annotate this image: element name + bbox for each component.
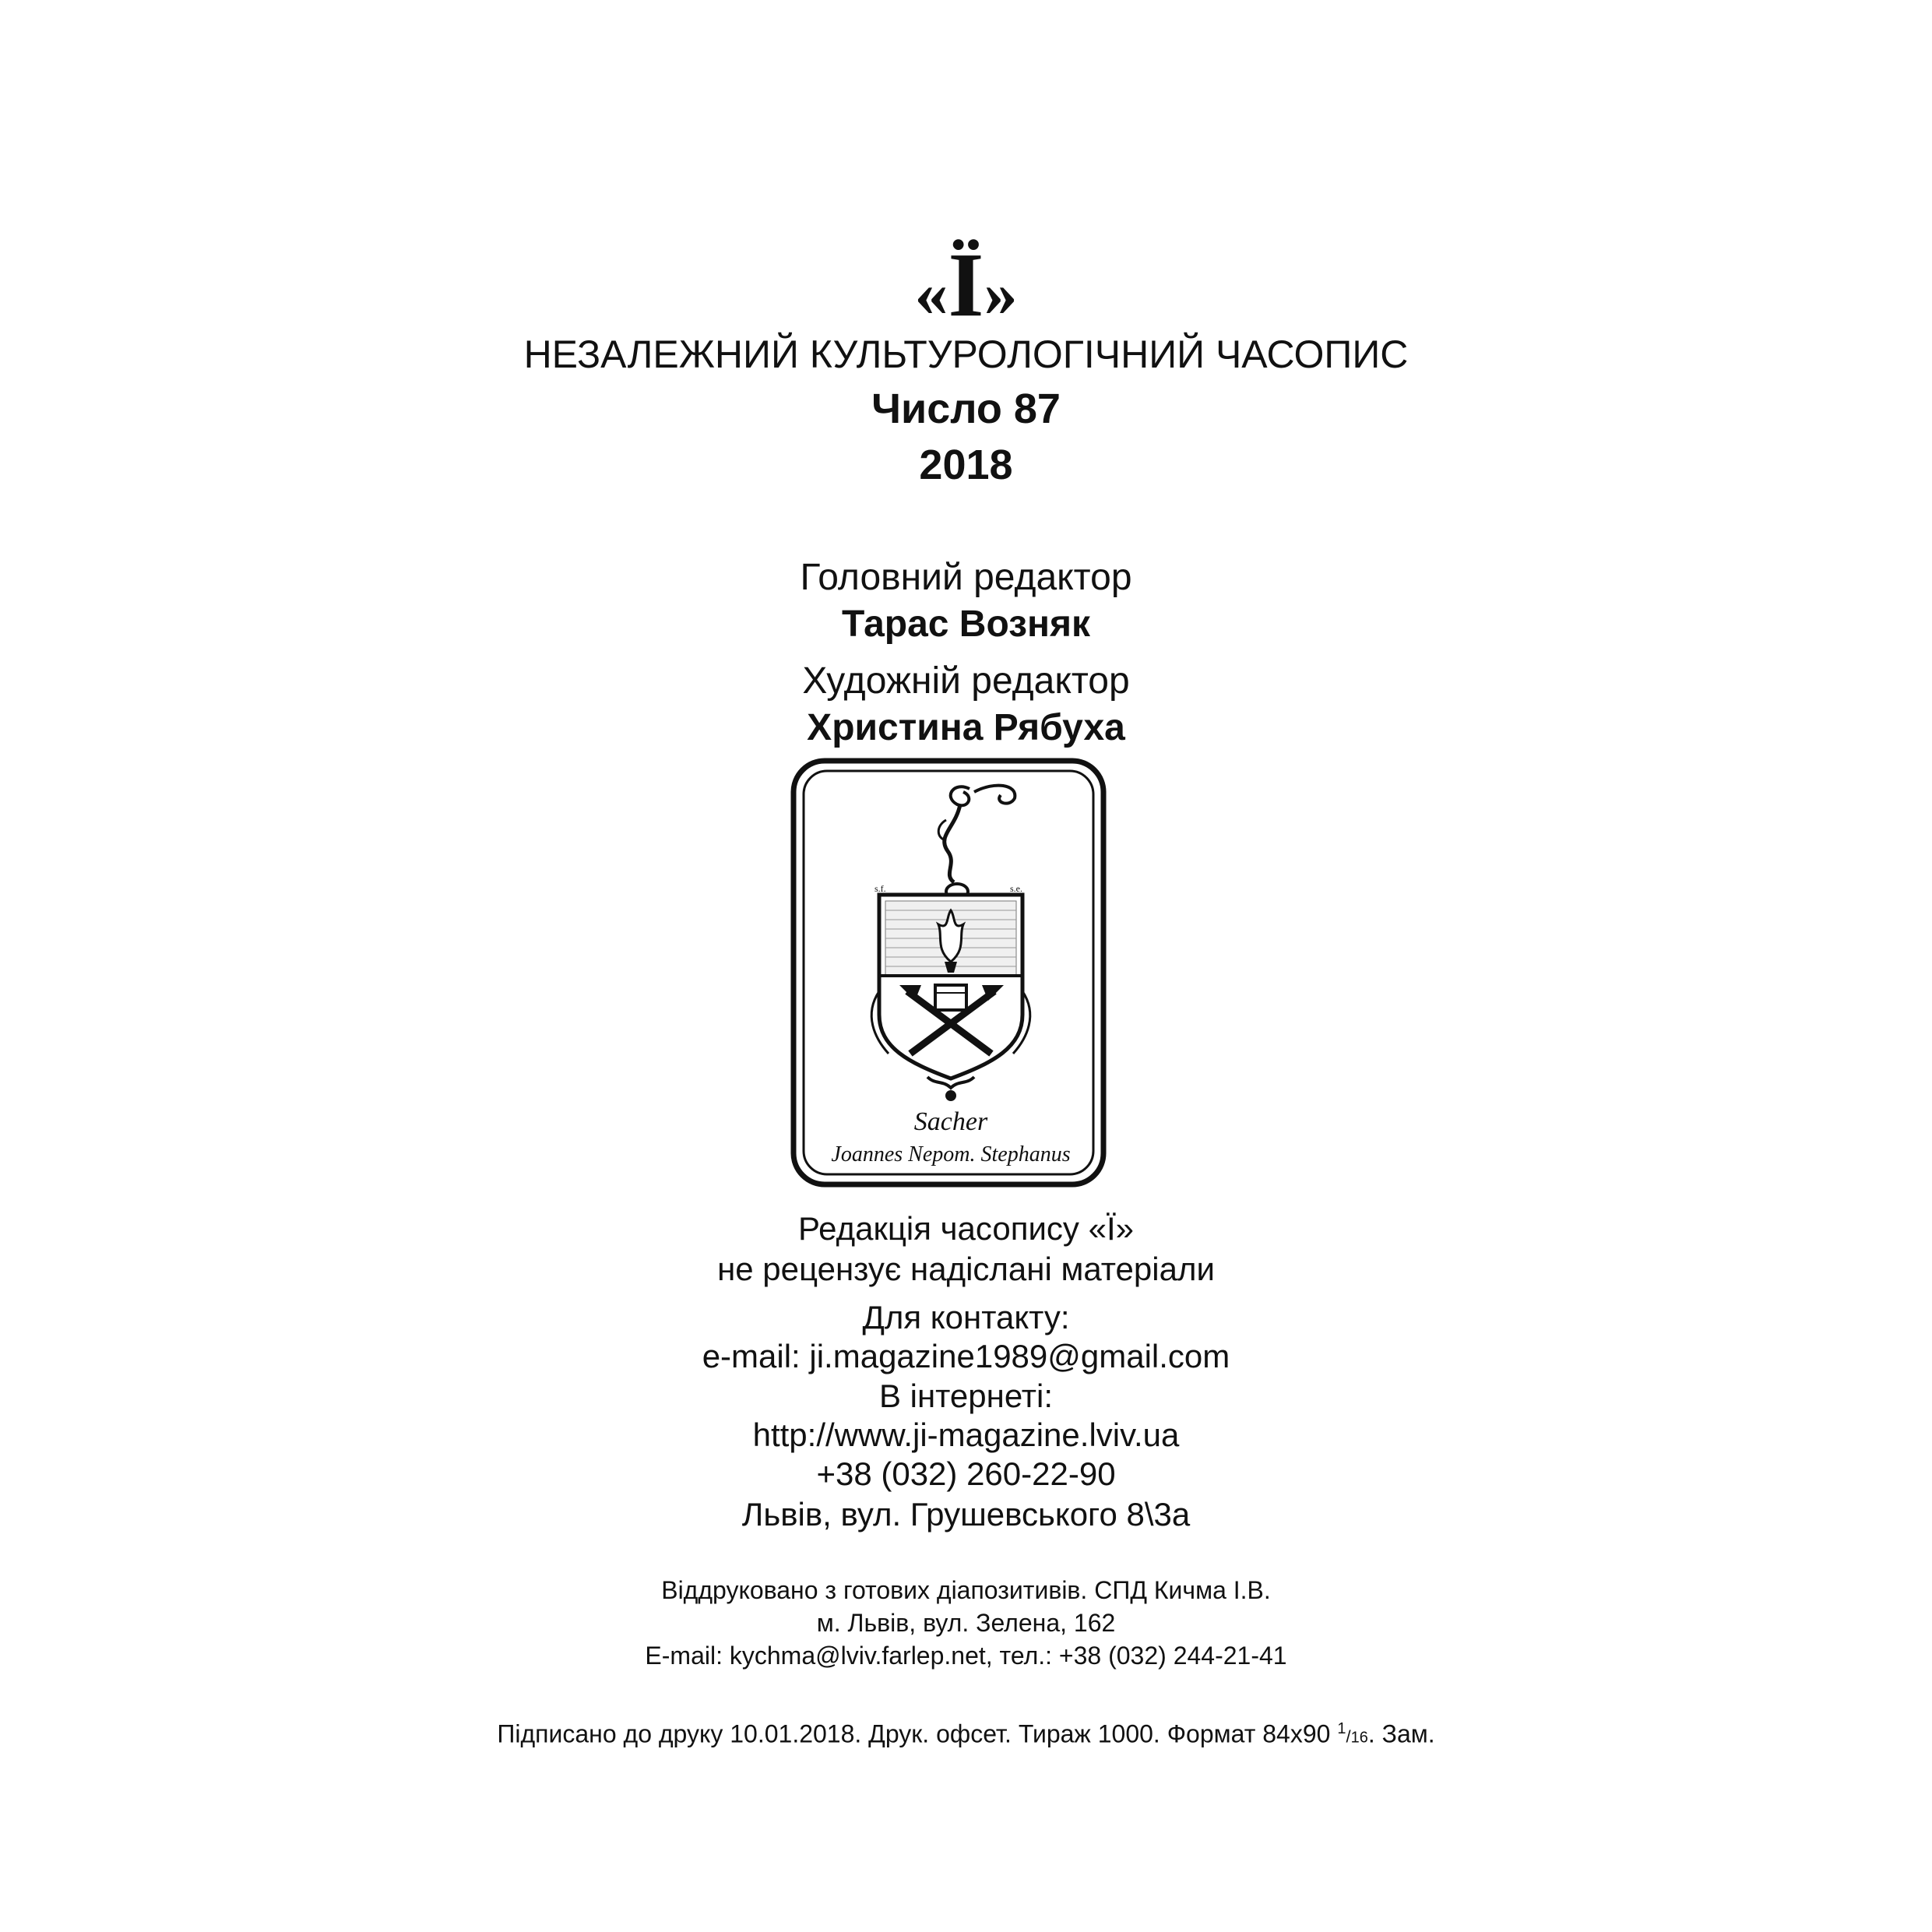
chief-editor-name: Тарас Возняк [841, 604, 1091, 645]
magazine-subtitle: НЕЗАЛЕЖНИЙ КУЛЬТУРОЛОГІЧНИЙ ЧАСОПИС [523, 333, 1409, 376]
emblem-script-line2: Joannes Nepom. Stephanus [831, 1142, 1071, 1167]
logo-close-quote: » [984, 255, 1018, 330]
issue-number: Число 87 [871, 385, 1061, 432]
imprint-text: Підписано до друку 10.01.2018. Друк. офсет. Тираж 1000. Формат 84х90 [497, 1719, 1331, 1748]
magazine-logo [0, 234, 1932, 336]
printer-line1: Віддруковано з готових діапозитивів. СПД Кичма І.В. [661, 1576, 1271, 1604]
imprint-tail: . Зам. [1367, 1719, 1435, 1748]
contact-label: Для контакту: [862, 1299, 1070, 1336]
art-editor-name: Христина Рябуха [807, 707, 1125, 748]
svg-text:s.e.: s.e. [1010, 883, 1022, 894]
svg-text:s.f.: s.f. [875, 883, 886, 894]
contact-address: Львів, вул. Грушевського 8\3а [741, 1496, 1191, 1533]
contact-email: e-mail: ji.magazine1989@gmail.com [702, 1338, 1230, 1374]
imprint-fraction-num: 1 [1337, 1720, 1346, 1737]
web-label: В інтернеті: [878, 1378, 1054, 1414]
logo-letter: Ї [948, 234, 984, 336]
logo-open-quote: « [914, 255, 948, 330]
contact-phone: +38 (032) 260-22-90 [816, 1455, 1116, 1492]
printer-line3: E-mail: kychma@lviv.farlep.net, тел.: +38 (032) 244-21-41 [645, 1642, 1287, 1670]
emblem-script-line1: Sacher [913, 1107, 988, 1136]
website-url: http://www.ji-magazine.lviv.ua [752, 1416, 1180, 1453]
chief-editor-role: Головний редактор [800, 557, 1132, 598]
coat-of-arms-icon [790, 758, 1107, 1188]
imprint-line: Підписано до друку 10.01.2018. Друк. офсет. Тираж 1000. Формат 84х90 $^1$/16. Зам. [497, 1719, 1435, 1748]
imprint-fraction-den: 16 [1350, 1729, 1368, 1747]
printer-line2: м. Львів, вул. Зелена, 162 [816, 1609, 1116, 1637]
art-editor-role: Художній редактор [802, 660, 1130, 702]
editorial-note-line2: не рецензує надіслані матеріали [717, 1251, 1215, 1287]
issue-year: 2018 [919, 442, 1013, 488]
editorial-note-line1: Редакція часопису «Ї» [798, 1210, 1134, 1247]
